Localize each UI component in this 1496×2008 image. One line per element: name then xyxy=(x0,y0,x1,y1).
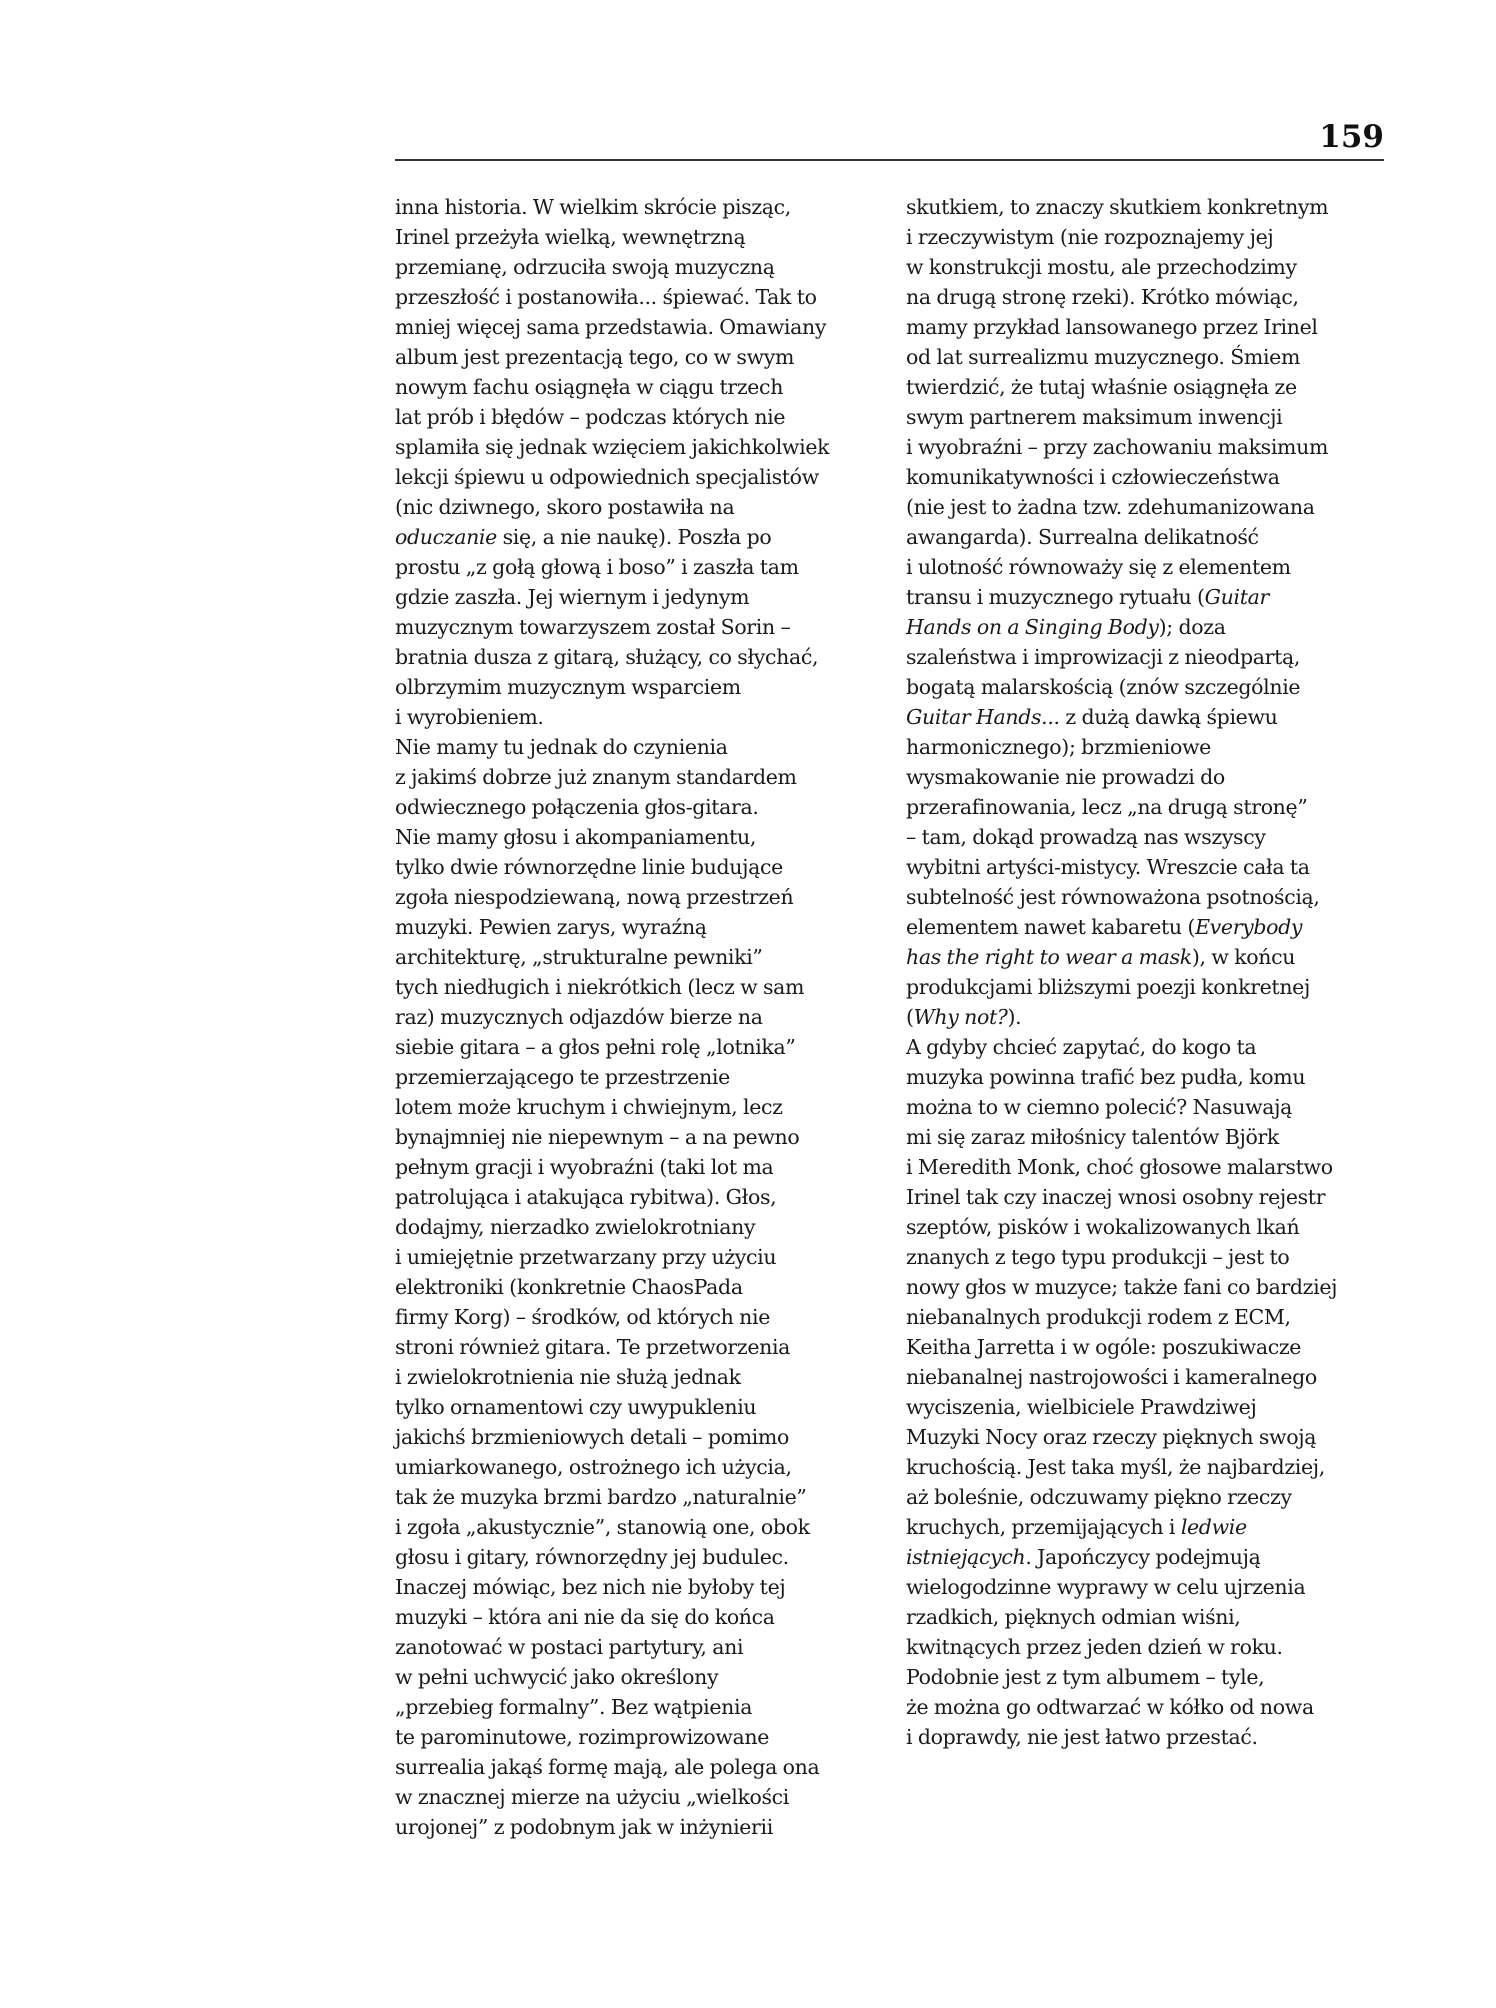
italic-text: ledwie xyxy=(1180,1515,1247,1539)
text-run: swym partnerem maksimum inwencji xyxy=(906,405,1283,429)
text-line xyxy=(395,552,890,582)
text-line xyxy=(395,1362,890,1392)
text-line xyxy=(906,642,1386,672)
text-run: aż boleśnie, odczuwamy piękno rzeczy xyxy=(906,1485,1292,1509)
text-run: architekturę, „strukturalne pewniki” xyxy=(395,945,763,969)
text-run: subtelność jest równoważona psotnością, xyxy=(906,885,1320,909)
text-run: i wyobraźni – przy zachowaniu maksimum xyxy=(906,435,1329,459)
italic-text: Guitar Hands... xyxy=(906,705,1060,729)
text-line xyxy=(395,1572,890,1602)
text-line xyxy=(395,222,890,252)
text-line xyxy=(395,1032,890,1062)
text-run: nowy głos w muzyce; także fani co bardziej xyxy=(906,1275,1338,1299)
text-line xyxy=(395,702,890,732)
text-run: album jest prezentacją tego, co w swym xyxy=(395,345,795,369)
text-line xyxy=(906,222,1386,252)
text-run: kwitnących przez jeden dzień w roku. xyxy=(906,1635,1283,1659)
text-line xyxy=(395,1452,890,1482)
text-line xyxy=(395,912,890,942)
text-line xyxy=(906,822,1386,852)
text-run: elementem nawet kabaretu ( xyxy=(906,915,1196,939)
text-line xyxy=(906,522,1386,552)
text-run: Irinel tak czy inaczej wnosi osobny rejestr xyxy=(906,1185,1326,1209)
text-line xyxy=(906,1332,1386,1362)
text-run: A gdyby chcieć zapytać, do kogo ta xyxy=(906,1035,1257,1059)
text-line xyxy=(395,1332,890,1362)
text-line xyxy=(395,882,890,912)
text-line xyxy=(395,822,890,852)
text-line xyxy=(395,1782,890,1812)
text-run: muzyki – która ani nie da się do końca xyxy=(395,1605,775,1629)
italic-text: oduczanie xyxy=(395,525,497,549)
text-line xyxy=(906,1152,1386,1182)
italic-text: Guitar xyxy=(1204,585,1269,609)
text-run: „przebieg formalny”. Bez wątpienia xyxy=(395,1695,753,1719)
text-line xyxy=(395,312,890,342)
text-run: wybitni artyści-mistycy. Wreszcie cała ta xyxy=(906,855,1310,879)
text-run: (nic dziwnego, skoro postawiła na xyxy=(395,495,735,519)
text-run: splamiła się jednak wzięciem jakichkolwiek xyxy=(395,435,830,459)
text-line xyxy=(906,1632,1386,1662)
text-run: inna historia. W wielkim skrócie pisząc, xyxy=(395,195,791,219)
text-line xyxy=(395,1062,890,1092)
text-line xyxy=(395,972,890,1002)
text-line xyxy=(906,1422,1386,1452)
text-line xyxy=(906,612,1386,642)
text-line xyxy=(395,432,890,462)
text-line xyxy=(906,342,1386,372)
text-run: te parominutowe, rozimprowizowane xyxy=(395,1725,770,1749)
text-line xyxy=(906,732,1386,762)
text-line xyxy=(395,282,890,312)
text-run: twierdzić, że tutaj właśnie osiągnęła ze xyxy=(906,375,1297,399)
italic-text: istniejących xyxy=(906,1545,1026,1569)
text-line xyxy=(395,1182,890,1212)
text-line xyxy=(906,282,1386,312)
text-run: znanych z tego typu produkcji – jest to xyxy=(906,1245,1290,1269)
text-line xyxy=(906,1602,1386,1632)
text-run: w pełni uchwycić jako określony xyxy=(395,1665,719,1689)
text-line xyxy=(906,1182,1386,1212)
text-run: z jakimś dobrze już znanym standardem xyxy=(395,765,797,789)
text-run: tak że muzyka brzmi bardzo „naturalnie” xyxy=(395,1485,807,1509)
text-line xyxy=(906,1362,1386,1392)
text-line xyxy=(906,912,1386,942)
text-run: i doprawdy, nie jest łatwo przestać. xyxy=(906,1725,1258,1749)
text-run: nowym fachu osiągnęła w ciągu trzech xyxy=(395,375,784,399)
text-run: tych niedługich i niekrótkich (lecz w sam xyxy=(395,975,805,999)
text-line xyxy=(906,462,1386,492)
text-line xyxy=(395,1122,890,1152)
text-run: ). xyxy=(1007,1005,1022,1029)
text-run: przemierzającego te przestrzenie xyxy=(395,1065,730,1089)
text-run: zanotować w postaci partytury, ani xyxy=(395,1635,744,1659)
text-run: urojonej” z podobnym jak w inżynierii xyxy=(395,1815,773,1839)
text-line xyxy=(395,1092,890,1122)
text-line xyxy=(395,522,890,552)
text-run: ), w końcu xyxy=(1191,945,1296,969)
text-run: głosu i gitary, równorzędny jej budulec. xyxy=(395,1545,789,1569)
text-line xyxy=(906,702,1386,732)
text-column-left xyxy=(395,192,890,1842)
text-run: kruchością. Jest taka myśl, że najbardziej, xyxy=(906,1455,1325,1479)
text-run: prostu „z gołą głową i boso” i zaszła tam xyxy=(395,555,799,579)
text-line xyxy=(395,1722,890,1752)
text-run: kruchych, przemijających i xyxy=(906,1515,1181,1539)
text-run: w znacznej mierze na użyciu „wielkości xyxy=(395,1785,790,1809)
text-run: szeptów, pisków i wokalizowanych lkań xyxy=(906,1215,1300,1239)
text-run: muzyka powinna trafić bez pudła, komu xyxy=(906,1065,1306,1089)
text-run: i ulotność równoważy się z elementem xyxy=(906,555,1291,579)
page-number: 159 xyxy=(1319,119,1384,155)
text-run: olbrzymim muzycznym wsparciem xyxy=(395,675,741,699)
text-line xyxy=(906,882,1386,912)
text-line xyxy=(906,1032,1386,1062)
text-line xyxy=(906,1092,1386,1122)
text-run: – tam, dokąd prowadzą nas wszyscy xyxy=(906,825,1266,849)
text-run: surrealia jakąś formę mają, ale polega ona xyxy=(395,1755,820,1779)
text-run: ( xyxy=(906,1005,914,1029)
text-run: i zwielokrotnienia nie służą jednak xyxy=(395,1365,741,1389)
text-line xyxy=(906,672,1386,702)
text-line xyxy=(395,1752,890,1782)
text-run: lekcji śpiewu u odpowiednich specjalistów xyxy=(395,465,819,489)
text-run: i zgoła „akustycznie”, stanowią one, obok xyxy=(395,1515,810,1539)
text-line xyxy=(906,552,1386,582)
text-run: harmonicznego); brzmieniowe xyxy=(906,735,1211,759)
text-line xyxy=(395,1602,890,1632)
header-rule xyxy=(395,159,1384,161)
text-line xyxy=(395,942,890,972)
text-run: jakichś brzmieniowych detali – pomimo xyxy=(395,1425,789,1449)
text-line xyxy=(395,402,890,432)
text-run: tylko dwie równorzędne linie budujące xyxy=(395,855,783,879)
text-run: patrolująca i atakująca rybitwa). Głos, xyxy=(395,1185,777,1209)
text-line xyxy=(395,1272,890,1302)
text-line xyxy=(906,1002,1386,1032)
text-run: wysmakowanie nie prowadzi do xyxy=(906,765,1225,789)
text-line xyxy=(906,372,1386,402)
text-line xyxy=(906,312,1386,342)
text-line xyxy=(395,852,890,882)
text-line xyxy=(395,1392,890,1422)
text-line xyxy=(906,942,1386,972)
text-line xyxy=(395,672,890,702)
text-run: z dużą dawką śpiewu xyxy=(1059,705,1278,729)
text-line xyxy=(906,1212,1386,1242)
text-run: zgoła niespodziewaną, nową przestrzeń xyxy=(395,885,794,909)
text-line xyxy=(395,1002,890,1032)
text-run: lotem może kruchym i chwiejnym, lecz xyxy=(395,1095,783,1119)
text-line xyxy=(906,1122,1386,1152)
text-line xyxy=(906,1242,1386,1272)
text-run: bratnia dusza z gitarą, służący, co słychać, xyxy=(395,645,819,669)
text-run: na drugą stronę rzeki). Krótko mówiąc, xyxy=(906,285,1299,309)
text-line xyxy=(906,1452,1386,1482)
text-line xyxy=(395,372,890,402)
text-line xyxy=(906,1272,1386,1302)
text-line xyxy=(906,792,1386,822)
text-line xyxy=(906,192,1386,222)
text-line xyxy=(395,1632,890,1662)
text-run: Inaczej mówiąc, bez nich nie byłoby tej xyxy=(395,1575,786,1599)
text-run: raz) muzycznych odjazdów bierze na xyxy=(395,1005,763,1029)
text-run: lat prób i błędów – podczas których nie xyxy=(395,405,786,429)
text-line xyxy=(906,972,1386,1002)
text-line xyxy=(395,762,890,792)
text-column-right xyxy=(906,192,1386,1752)
text-line xyxy=(395,192,890,222)
italic-text: Everybody xyxy=(1195,915,1303,939)
text-line xyxy=(906,1302,1386,1332)
text-run: umiarkowanego, ostrożnego ich użycia, xyxy=(395,1455,792,1479)
text-line xyxy=(395,252,890,282)
text-line xyxy=(395,642,890,672)
text-run: . Japończycy podejmują xyxy=(1025,1545,1261,1569)
text-line xyxy=(906,1512,1386,1542)
text-run: muzyki. Pewien zarys, wyraźną xyxy=(395,915,707,939)
text-run: skutkiem, to znaczy skutkiem konkretnym xyxy=(906,195,1329,219)
text-run: można to w ciemno polecić? Nasuwają xyxy=(906,1095,1293,1119)
italic-text: Why not? xyxy=(913,1005,1008,1029)
text-run: awangarda). Surrealna delikatność xyxy=(906,525,1259,549)
text-line xyxy=(395,1422,890,1452)
text-run: niebanalnej nastrojowości i kameralnego xyxy=(906,1365,1317,1389)
text-line xyxy=(395,582,890,612)
text-run: Irinel przeżyła wielką, wewnętrzną xyxy=(395,225,746,249)
italic-text: has the right to wear a mask xyxy=(906,945,1192,969)
text-line xyxy=(906,1062,1386,1092)
text-line xyxy=(906,852,1386,882)
text-line xyxy=(906,492,1386,522)
text-run: wyciszenia, wielbiciele Prawdziwej xyxy=(906,1395,1257,1419)
text-run: mamy przykład lansowanego przez Irinel xyxy=(906,315,1318,339)
text-run: od lat surrealizmu muzycznego. Śmiem xyxy=(906,345,1301,369)
text-run: wielogodzinne wyprawy w celu ujrzenia xyxy=(906,1575,1306,1599)
text-run: transu i muzycznego rytuału ( xyxy=(906,585,1205,609)
text-line xyxy=(906,1692,1386,1722)
text-run: produkcjami bliższymi poezji konkretnej xyxy=(906,975,1310,999)
text-run: szaleństwa i improwizacji z nieodpartą, xyxy=(906,645,1300,669)
text-line xyxy=(906,1392,1386,1422)
text-run: niebanalnych produkcji rodem z ECM, xyxy=(906,1305,1291,1329)
text-line xyxy=(906,252,1386,282)
text-run: tylko ornamentowi czy uwypukleniu xyxy=(395,1395,757,1419)
text-line xyxy=(395,612,890,642)
text-run: rzadkich, pięknych odmian wiśni, xyxy=(906,1605,1241,1629)
text-run: pełnym gracji i wyobraźni (taki lot ma xyxy=(395,1155,774,1179)
text-line xyxy=(395,342,890,372)
text-line xyxy=(906,762,1386,792)
text-run: muzycznym towarzyszem został Sorin – xyxy=(395,615,791,639)
text-line xyxy=(906,1722,1386,1752)
text-line xyxy=(906,1572,1386,1602)
text-run: i wyrobieniem. xyxy=(395,705,544,729)
text-run: w konstrukcji mostu, ale przechodzimy xyxy=(906,255,1297,279)
text-run: że można go odtwarzać w kółko od nowa xyxy=(906,1695,1314,1719)
text-line xyxy=(906,402,1386,432)
text-run: Nie mamy tu jednak do czynienia xyxy=(395,735,728,759)
text-run: siebie gitara – a głos pełni rolę „lotnika” xyxy=(395,1035,796,1059)
text-line xyxy=(395,1152,890,1182)
text-run: dodajmy, nierzadko zwielokrotniany xyxy=(395,1215,756,1239)
text-run: Podobnie jest z tym albumem – tyle, xyxy=(906,1665,1265,1689)
text-run: (nie jest to żadna tzw. zdehumanizowana xyxy=(906,495,1315,519)
text-line xyxy=(395,492,890,522)
text-run: bynajmniej nie niepewnym – a na pewno xyxy=(395,1125,800,1149)
text-run: i umiejętnie przetwarzany przy użyciu xyxy=(395,1245,777,1269)
text-line xyxy=(395,1662,890,1692)
text-run: elektroniki (konkretnie ChaosPada xyxy=(395,1275,743,1299)
text-run: przemianę, odrzuciła swoją muzyczną xyxy=(395,255,775,279)
text-line xyxy=(395,462,890,492)
text-line xyxy=(906,582,1386,612)
text-run: Muzyki Nocy oraz rzeczy pięknych swoją xyxy=(906,1425,1317,1449)
text-run: i Meredith Monk, choć głosowe malarstwo xyxy=(906,1155,1333,1179)
text-line xyxy=(395,1692,890,1722)
text-run: przerafinowania, lecz „na drugą stronę” xyxy=(906,795,1308,819)
text-run: gdzie zaszła. Jej wiernym i jedynym xyxy=(395,585,750,609)
text-run: i rzeczywistym (nie rozpoznajemy jej xyxy=(906,225,1274,249)
text-line xyxy=(395,1512,890,1542)
text-line xyxy=(395,1812,890,1842)
text-run: Keitha Jarretta i w ogóle: poszukiwacze xyxy=(906,1335,1302,1359)
text-run: przeszłość i postanowiła... śpiewać. Tak to xyxy=(395,285,817,309)
text-run: komunikatywności i człowieczeństwa xyxy=(906,465,1280,489)
text-line xyxy=(395,792,890,822)
text-run: firmy Korg) – środków, od których nie xyxy=(395,1305,770,1329)
text-line xyxy=(395,732,890,762)
text-line xyxy=(395,1302,890,1332)
text-run: bogatą malarskością (znów szczególnie xyxy=(906,675,1301,699)
text-line xyxy=(395,1482,890,1512)
text-run: odwiecznego połączenia głos-gitara. xyxy=(395,795,759,819)
text-line xyxy=(906,1482,1386,1512)
text-run: mniej więcej sama przedstawia. Omawiany xyxy=(395,315,827,339)
text-run: mi się zaraz miłośnicy talentów Björk xyxy=(906,1125,1279,1149)
text-run: ); doza xyxy=(1158,615,1226,639)
text-run: Nie mamy głosu i akompaniamentu, xyxy=(395,825,757,849)
text-run: stroni również gitara. Te przetworzenia xyxy=(395,1335,791,1359)
text-line xyxy=(395,1542,890,1572)
text-line xyxy=(395,1212,890,1242)
text-line xyxy=(906,1662,1386,1692)
italic-text: Hands on a Singing Body xyxy=(906,615,1159,639)
text-run: się, a nie naukę). Poszła po xyxy=(496,525,772,549)
text-line xyxy=(906,1542,1386,1572)
text-line xyxy=(906,432,1386,462)
text-line xyxy=(395,1242,890,1272)
